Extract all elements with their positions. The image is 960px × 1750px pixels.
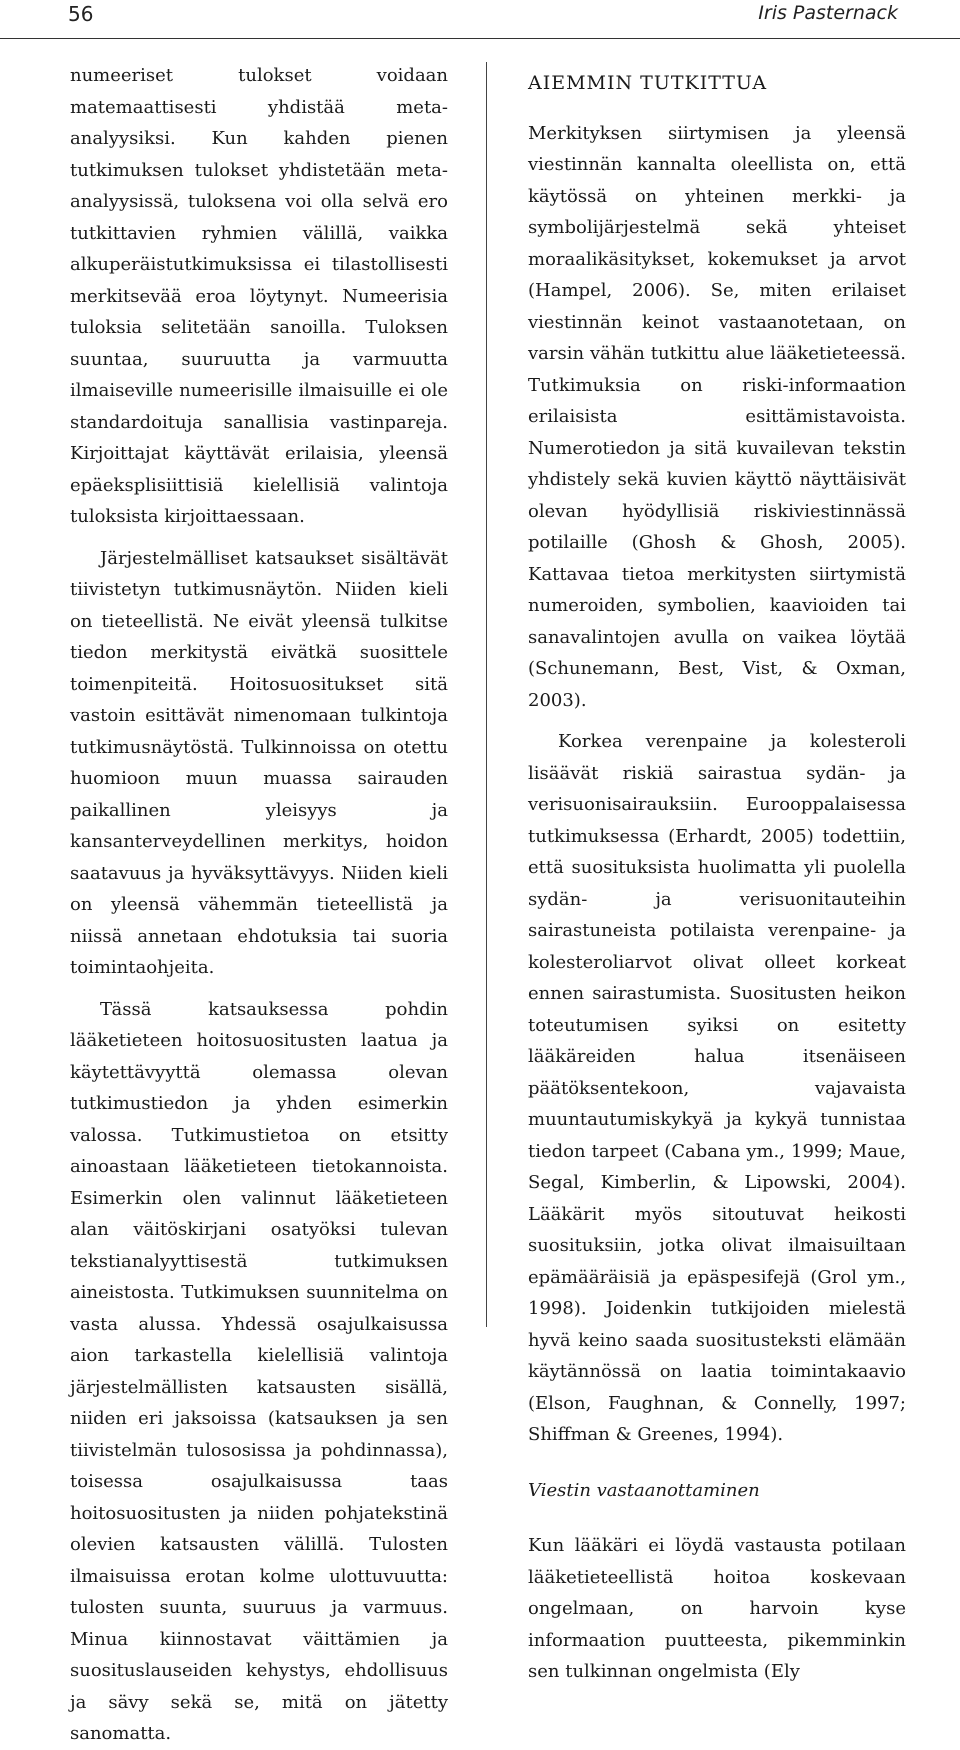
left-paragraph-1: numeeriset tulokset voidaan matemaattisesti yhdistää meta-analyysiksi. Kun kahden pienen tutkimuksen tulokset yhdistetään meta-analyysissä, tuloksena voi olla selvä ero tutkittavien ryhmien välillä, vaikka alkuperäistutkimuksissa ei tilastollisesti merkitsevää eroa löytynyt. Numeerisia tuloksia selitetään sanoilla. Tuloksen suuntaa, suuruutta ja varmuutta ilmaiseville numeerisille ilmaisuille ei ole standardoituja sanallisia vastinpareja. Kirjoittajat käyttävät erilaisia, yleensä epäeksplisiittisiä kielellisiä valintoja tuloksista kirjoittaessaan. [70, 65, 448, 527]
section-title: AIEMMIN TUTKITTUA [528, 72, 768, 94]
left-paragraph-2: Järjestelmälliset katsaukset sisältävät tiivistetyn tutkimusnäytön. Niiden kieli on tieteellistä. Ne eivät yleensä tulkitse tiedon merkitystä eivätkä suosittele toimenpiteitä. Hoitosuositukset sitä vastoin esittävät nimenomaan tulkintoja tutkimusnäytöstä. Tulkinnoissa on otettu huomioon muun muassa sairauden paikallinen yleisyys ja kansanterveydellinen merkitys, hoidon saatavuus ja hyväksyttävyys. Niiden kieli on yleensä vähemmän tieteellistä ja niissä annetaan ehdotuksia tai suoria toimintaohjeita. [70, 547, 448, 978]
right-paragraph-3: Kun lääkäri ei löydä vastausta potilaan lääketieteellistä hoitoa koskevaan ongelmaan, on harvoin kyse informaation puutteesta, pikemminkin sen tulkinnan ongelmista (Ely [528, 1535, 906, 1682]
left-paragraph-3: Tässä katsauksessa pohdin lääketieteen hoitosuositusten laatua ja käytettävyyttä olemassa olevan tutkimustiedon ja yhden esimerkin valossa. Tutkimustietoa on etsitty ainoastaan lääketieteen tietokannoista. Esimerkin olen valinnut lääketieteen alan väitöskirjani osatyöksi tulevan tekstianalyyttisestä tutkimuksen aineistosta. Tutkimuksen suunnitelma on vasta alussa. Yhdessä osajulkaisussa aion tarkastella kielellisiä valintoja järjestelmällisten katsausten sisällä, niiden eri jaksoissa (katsauksen ja sen tiivistelmän tulososissa ja pohdinnassa), toisessa osajulkaisussa taas hoitosuositusten ja niiden pohjatekstinä olevien katsausten välillä. Tulosten ilmaisuissa erotan kolme ulottuvuutta: tulosten suunta, suuruus ja varmuus. Minua kiinnostavat väittämien ja suosituslauseiden kehystys, ehdollisuus ja sävy sekä se, mitä on jätetty sanomatta. [70, 998, 448, 1744]
page-number: 56 [68, 2, 94, 26]
column-divider [486, 62, 487, 1327]
right-paragraph-1: Merkityksen siirtymisen ja yleensä viestinnän kannalta oleellista on, että käytössä on yhteinen merkki- ja symbolijärjestelmä sekä yhteiset moraalikäsitykset, kokemukset ja arvot (Hampel, 2006). Se, miten erilaiset viestinnän keinot vastaanotetaan, on varsin vähän tutkittu alue lääketieteessä. Tutkimuksia on riski-informaation erilaisista esittämistavoista. Numerotiedon ja sitä kuvailevan tekstin yhdistely sekä kuvien käyttö näyttäisivät olevan hyödyllisiä riskiviestinnässä potilaille (Ghosh & Ghosh, 2005). Kattavaa tietoa merkitysten siirtymistä numeroiden, symbolien, kaavioiden tai sanavalintojen avulla on vaikea löytää (Schunemann, Best, Vist, & Oxman, 2003). [528, 122, 906, 711]
left-column [70, 60, 448, 1750]
right-paragraph-2: Korkea verenpaine ja kolesteroli lisäävät riskiä sairastua sydän- ja verisuonisairauksiin. Eurooppalaisessa tutkimuksessa (Erhardt, 2005) todettiin, että suosituksista huolimatta yli puolella sydän- ja verisuonitauteihin sairastuneista potilaista verenpaine- ja kolesteroliarvot olivat olleet korkeat ennen sairastumista. Suositusten heikon toteutumisen syiksi on esitetty lääkäreiden halua itsenäiseen päätöksentekoon, vajavaista muuntautumiskykyä ja kykyä tunnistaa tiedon tarpeet (Cabana ym., 1999; Maue, Segal, Kimberlin, & Lipowski, 2004). Lääkärit myös sitoutuvat heikosti suosituksiin, jotka olivat ilmaisuiltaan epämääräisiä ja epäspesifejä (Grol ym., 1998). Joidenkin tutkijoiden mielestä hyvä keino saada suositusteksti elämään käytännössä on laatia toimintakaavio (Elson, Faughnan, & Connelly, 1997; Shiffman & Greenes, 1994). [528, 731, 906, 1445]
right-column [528, 60, 906, 1688]
header-rule [0, 38, 960, 39]
subsection-title: Viestin vastaanottaminen [528, 1479, 760, 1501]
running-head-author: Iris Pasternack [758, 2, 898, 24]
